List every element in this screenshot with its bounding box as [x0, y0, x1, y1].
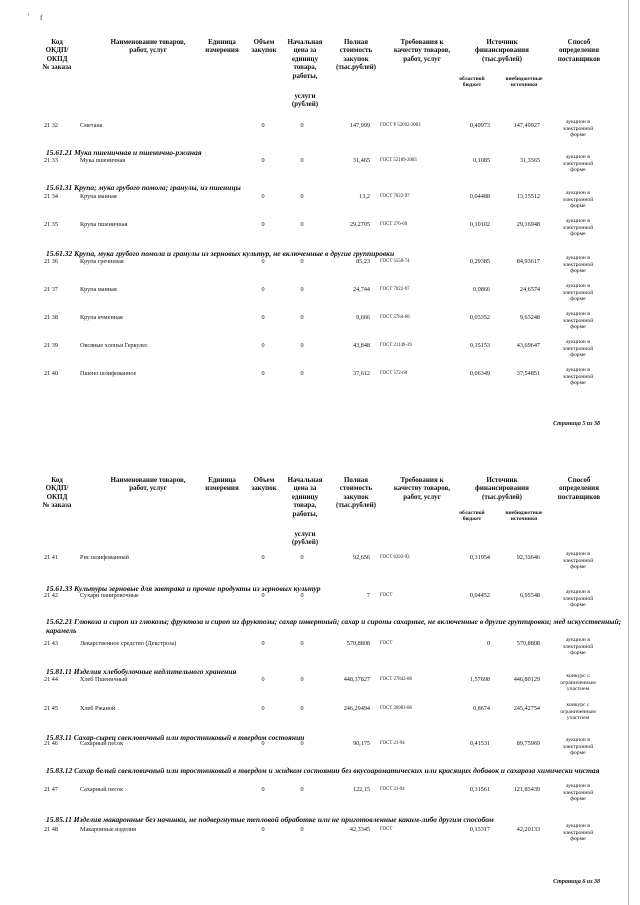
row-number: 21 43: [44, 640, 58, 647]
scan-mark-f: f: [40, 14, 43, 22]
header-unit: Единица измерения: [205, 476, 239, 493]
item-extrabudget: 6,95548: [519, 592, 540, 599]
category-code: 15.61.31: [46, 183, 73, 192]
item-name: Крупа манная: [80, 193, 117, 200]
header-price: Начальная цена за единицу товара, работы,: [287, 476, 323, 518]
category-heading: [46, 766, 626, 775]
item-regional-budget: 0,0866: [472, 286, 490, 293]
item-total: 31,465: [352, 157, 370, 164]
row-number: 21 45: [44, 705, 58, 712]
item-volume: 0: [261, 193, 265, 200]
header-name: Наименование товаров, работ, услуг: [110, 476, 186, 493]
item-requirements: ГОСТ 7022-97: [380, 287, 410, 292]
header-extrabudget: внебюджетные источники: [505, 76, 543, 89]
row-number: 21 39: [44, 342, 58, 349]
item-regional-budget: 0,06349: [469, 370, 490, 377]
item-price: 0: [300, 554, 304, 561]
item-name: Хлеб Пшеничный: [80, 676, 128, 683]
item-name: Рис шлифованный: [80, 554, 129, 561]
item-total: 24,744: [352, 286, 370, 293]
row-number: 21 35: [44, 221, 58, 228]
item-requirements: ГОСТ 5550-74: [380, 259, 410, 264]
item-regional-budget: 0,04452: [469, 592, 490, 599]
item-procurement-method: аукцион в электронной форме: [562, 637, 594, 657]
scan-mark-comma: ': [28, 12, 30, 21]
item-volume: 0: [261, 786, 265, 793]
item-requirements: ГОСТ 52189-2003: [380, 158, 417, 163]
item-procurement-method: аукцион в электронной форме: [562, 283, 594, 303]
category-title: Глюкоза и сироп из глюкозы; фруктоза и сироп из фруктозы; сахар инвертный; сахар и сиропы сахарные, не включенные в другие группировки; мед искусственный; карамель: [46, 617, 622, 635]
item-procurement-method: аукцион в электронной форме: [562, 311, 594, 331]
item-price: 0: [300, 314, 304, 321]
header-requirements: Требования к качеству товаров, работ, услуг: [393, 38, 451, 63]
item-procurement-method: аукцион в электронной форме: [562, 190, 594, 210]
item-extrabudget: 31,3565: [519, 157, 540, 164]
row-number: 21 46: [44, 740, 58, 747]
item-requirements: ГОСТ Р 52092-2003: [380, 123, 421, 128]
header-regional: областной бюджет: [459, 76, 485, 89]
item-extrabudget: 37,54851: [516, 370, 540, 377]
header-extrabudget: внебюджетные источники: [505, 510, 543, 523]
item-regional-budget: 0,10102: [469, 221, 490, 228]
item-total: 37,612: [352, 370, 370, 377]
item-requirements: ГОСТ 572-60: [380, 371, 408, 376]
category-title: Сахар белый свекловичный или тростниковый в твердом и жидком состоянии без вкусоароматических или красящих добавок и сахароза химически чистая: [74, 766, 600, 775]
page-number-5: Страница 5 из 38: [553, 421, 600, 427]
item-price: 0: [300, 826, 304, 833]
item-procurement-method: конкурс с ограниченным участием: [560, 673, 596, 693]
item-price: 0: [300, 786, 304, 793]
header-code: Код ОКДП/ ОКПД № заказа: [42, 38, 72, 72]
item-price: 0: [300, 221, 304, 228]
header-price-services: услуги (рублей): [291, 530, 319, 547]
category-title: Крупа; мука грубого помола; гранулы, из пшеницы: [74, 183, 241, 192]
item-volume: 0: [261, 286, 265, 293]
item-name: Макаронные изделия: [80, 826, 136, 833]
item-requirements: ГОСТ 21-94: [380, 741, 405, 746]
item-requirements: ГОСТ: [380, 827, 393, 832]
item-total: 13,2: [359, 193, 370, 200]
item-price: 0: [300, 342, 304, 349]
item-name: Сахарный песок: [80, 786, 124, 793]
item-volume: 0: [261, 740, 265, 747]
item-regional-budget: 0,1085: [472, 157, 490, 164]
category-title: Культуры зерновые для завтрака и прочие продукты из зерновых культур: [74, 584, 321, 593]
item-volume: 0: [261, 122, 265, 129]
item-extrabudget: 42,20133: [516, 826, 540, 833]
item-requirements: ГОСТ 276-60: [380, 222, 408, 227]
header-regional: областной бюджет: [459, 510, 485, 523]
page-number-6: Страница 6 из 38: [553, 879, 600, 885]
category-heading: [46, 815, 626, 824]
item-volume: 0: [261, 826, 265, 833]
item-extrabudget: 92,33646: [516, 554, 540, 561]
item-price: 0: [300, 676, 304, 683]
item-extrabudget: 147,49927: [513, 122, 540, 129]
category-heading: [46, 183, 626, 192]
category-code: 15.61.33: [46, 584, 73, 593]
item-requirements: ГОСТ 7022-97: [380, 194, 410, 199]
item-price: 0: [300, 157, 304, 164]
header-source: Источник финансирования (тыс.рублей): [475, 38, 529, 63]
item-regional-budget: 0,49973: [469, 122, 490, 129]
header-total: Полная стоимость закупок (тыс.рублей): [335, 38, 377, 72]
item-volume: 0: [261, 640, 265, 647]
item-regional-budget: 0,29385: [469, 258, 490, 265]
category-title: Изделия хлебобулочные недлительного хранения: [73, 667, 237, 676]
item-extrabudget: 570,8808: [516, 640, 540, 647]
item-total: 122,15: [352, 786, 370, 793]
header-total: Полная стоимость закупок (тыс.рублей): [335, 476, 377, 510]
item-name: Сметана: [80, 122, 103, 129]
item-volume: 0: [261, 592, 265, 599]
item-volume: 0: [261, 221, 265, 228]
row-number: 21 38: [44, 314, 58, 321]
item-price: 0: [300, 286, 304, 293]
item-price: 0: [300, 640, 304, 647]
item-extrabudget: 84,93617: [516, 258, 540, 265]
item-volume: 0: [261, 342, 265, 349]
item-total: 43,848: [352, 342, 370, 349]
item-extrabudget: 43,69647: [516, 342, 540, 349]
header-method: Способ определения поставщиков: [557, 38, 601, 63]
item-extrabudget: 24,6574: [519, 286, 540, 293]
item-regional-budget: 0,03352: [469, 314, 490, 321]
row-number: 21 37: [44, 286, 58, 293]
item-price: 0: [300, 705, 304, 712]
item-procurement-method: аукцион в электронной форме: [562, 367, 594, 387]
item-procurement-method: аукцион в электронной форме: [562, 589, 594, 609]
header-price-services: услуги (рублей): [291, 92, 319, 109]
item-total: 29,2705: [349, 221, 370, 228]
row-number: 21 41: [44, 554, 58, 561]
item-procurement-method: аукцион в электронной форме: [562, 737, 594, 757]
header-volume: Объем закупок: [251, 476, 277, 493]
item-regional-budget: 0,41531: [469, 740, 490, 747]
row-number: 21 48: [44, 826, 58, 833]
item-total: 448,37827: [343, 676, 370, 683]
item-name: Лекарственное средство (Декстроза): [80, 640, 177, 647]
item-name: Сухари панировочные: [80, 592, 139, 599]
item-name: Сахарный песок: [80, 740, 124, 747]
category-code: 15.61.32: [46, 249, 73, 258]
item-regional-budget: 0,31954: [469, 554, 490, 561]
row-number: 21 36: [44, 258, 58, 265]
item-requirements: ГОСТ 5784-60: [380, 315, 410, 320]
item-procurement-method: аукцион в электронной форме: [562, 339, 594, 359]
item-regional-budget: 0,13317: [469, 826, 490, 833]
item-requirements: ГОСТ: [380, 641, 393, 646]
item-extrabudget: 121,83439: [513, 786, 540, 793]
category-heading: [46, 249, 626, 258]
category-heading: [46, 148, 626, 157]
item-price: 0: [300, 122, 304, 129]
item-total: 85,23: [356, 258, 370, 265]
item-procurement-method: аукцион в электронной форме: [562, 218, 594, 238]
item-requirements: ГОСТ 6292-93: [380, 555, 410, 560]
item-volume: 0: [261, 157, 265, 164]
item-total: 90,175: [352, 740, 370, 747]
item-procurement-method: аукцион в электронной форме: [562, 783, 594, 803]
item-regional-budget: 0,04488: [469, 193, 490, 200]
item-requirements: ГОСТ 21-94: [380, 787, 405, 792]
item-name: Крупа манная: [80, 286, 117, 293]
item-total: 42,3345: [349, 826, 370, 833]
row-number: 21 44: [44, 676, 58, 683]
item-extrabudget: 29,16948: [516, 221, 540, 228]
item-price: 0: [300, 193, 304, 200]
item-regional-budget: 0,15153: [469, 342, 490, 349]
item-regional-budget: 0,8674: [472, 705, 490, 712]
item-procurement-method: конкурс с ограниченным участием: [560, 702, 596, 722]
row-number: 21 47: [44, 786, 58, 793]
row-number: 21 34: [44, 193, 58, 200]
scan-edge-line: [628, 0, 629, 905]
item-name: Крупа ячменная: [80, 314, 123, 321]
header-method: Способ определения поставщиков: [557, 476, 601, 501]
item-total: 246,29494: [343, 705, 370, 712]
category-title: Мука пшеничная и пшенично-ржаная: [74, 148, 202, 157]
category-code: 15.61.21: [46, 148, 73, 157]
item-volume: 0: [261, 676, 265, 683]
header-code: Код ОКДП/ ОКПД № заказа: [42, 476, 72, 510]
item-price: 0: [300, 740, 304, 747]
row-number: 21 33: [44, 157, 58, 164]
item-price: 0: [300, 592, 304, 599]
item-regional-budget: 1,57698: [469, 676, 490, 683]
category-heading: [46, 667, 626, 676]
category-heading: [46, 617, 626, 635]
header-volume: Объем закупок: [251, 38, 277, 55]
item-price: 0: [300, 370, 304, 377]
item-total: 147,999: [349, 122, 370, 129]
item-extrabudget: 13,15512: [516, 193, 540, 200]
item-procurement-method: аукцион в электронной форме: [562, 119, 594, 139]
header-name: Наименование товаров, работ, услуг: [110, 38, 186, 55]
item-volume: 0: [261, 314, 265, 321]
category-code: 15.62.21: [46, 617, 73, 626]
category-code: 15.83.12: [46, 766, 73, 775]
item-regional-budget: 0,31561: [469, 786, 490, 793]
category-title: Изделия макаронные без начинки, не подвергнутые тепловой обработке или не приготовленные каким-либо другим способом: [73, 815, 494, 824]
item-regional-budget: 0: [486, 640, 490, 647]
item-name: Хлеб Ржаной: [80, 705, 116, 712]
item-name: Мука пшеничная: [80, 157, 126, 164]
header-requirements: Требования к качеству товаров, работ, услуг: [393, 476, 451, 501]
item-procurement-method: аукцион в электронной форме: [562, 255, 594, 275]
item-procurement-method: аукцион в электронной форме: [562, 551, 594, 571]
item-extrabudget: 245,42754: [513, 705, 540, 712]
item-requirements: ГОСТ: [380, 593, 393, 598]
item-requirements: ГОСТ 26983-86: [380, 706, 412, 711]
item-volume: 0: [261, 370, 265, 377]
item-total: 570,8808: [346, 640, 370, 647]
item-extrabudget: 89,75969: [516, 740, 540, 747]
item-price: 0: [300, 258, 304, 265]
item-volume: 0: [261, 705, 265, 712]
table-header-page5: [0, 0, 640, 120]
item-volume: 0: [261, 554, 265, 561]
item-requirements: ГОСТ 21149-39: [380, 343, 412, 348]
category-title: Крупа, мука грубого помола и гранулы из зерновых культур, не включенные в другие группировки: [74, 249, 395, 258]
table-header-page6: [0, 470, 640, 590]
item-name: Крупа гречневая: [80, 258, 124, 265]
category-code: 15.83.11: [46, 733, 72, 742]
item-total: 9,666: [356, 314, 370, 321]
header-source: Источник финансирования (тыс.рублей): [475, 476, 529, 501]
item-requirements: ГОСТ 27842-88: [380, 677, 412, 682]
item-name: Пшено шлифованное: [80, 370, 137, 377]
category-code: 15.81.11: [46, 667, 72, 676]
item-procurement-method: аукцион в электронной форме: [562, 823, 594, 843]
item-procurement-method: аукцион в электронной форме: [562, 154, 594, 174]
header-unit: Единица измерения: [205, 38, 239, 55]
header-price: Начальная цена за единицу товара, работы,: [287, 38, 323, 80]
row-number: 21 40: [44, 370, 58, 377]
row-number: 21 42: [44, 592, 58, 599]
item-name: Крупа пшеничная: [80, 221, 128, 228]
item-name: Овсяные хлопья Геркулес: [80, 342, 148, 349]
category-title: Сахар-сырец свекловичный или тростниковый в твердом состоянии: [73, 733, 305, 742]
item-extrabudget: 446,80129: [513, 676, 540, 683]
item-total: 92,656: [352, 554, 370, 561]
item-extrabudget: 9,63248: [519, 314, 540, 321]
item-total: 7: [366, 592, 370, 599]
category-code: 15.85.11: [46, 815, 72, 824]
item-volume: 0: [261, 258, 265, 265]
row-number: 21 32: [44, 122, 58, 129]
